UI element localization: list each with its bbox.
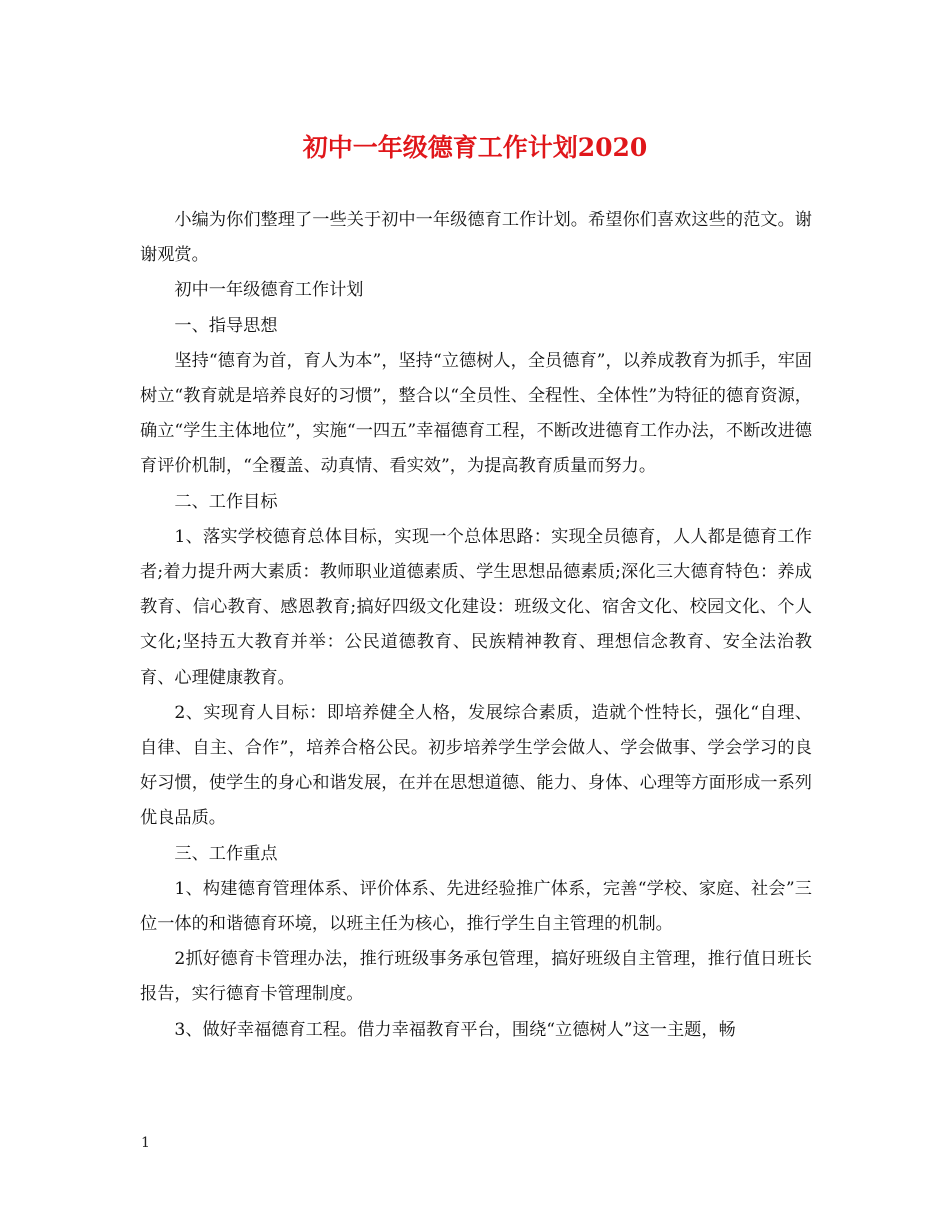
page-number: 1 — [141, 1135, 150, 1151]
paragraph-goal-1: 1、落实学校德育总体目标，实现一个总体思路：实现全员德育，人人都是德育工作者;着力提升两大素质：教师职业道德素质、学生思想品德素质;深化三大德育特色：养成教育、信心教育、感恩教育;搞好四级文化建设：班级文化、宿舍文化、校园文化、个人文化;坚持五大教育并举：公民道德教育、民族精神教育、理想信念教育、安全法治教育、心理健康教育。 — [140, 526, 812, 688]
document-title: 初中一年级德育工作计划2020 — [302, 133, 648, 162]
paragraph-focus-3: 3、做好幸福德育工程。借力幸福教育平台，围绕“立德树人”这一主题，畅 — [174, 1019, 736, 1040]
heading-guiding-ideology: 一、指导思想 — [174, 315, 278, 336]
paragraph-intro: 小编为你们整理了一些关于初中一年级德育工作计划。希望你们喜欢这些的范文。谢谢观赏。 — [140, 210, 812, 266]
paragraph-subtitle: 初中一年级德育工作计划 — [174, 280, 364, 301]
heading-work-goals: 二、工作目标 — [174, 491, 278, 512]
paragraph-guiding-ideology: 坚持“德育为首，育人为本”，坚持“立德树人，全员德育”，以养成教育为抓手，牢固树立“教育就是培养良好的习惯”，整合以“全员性、全程性、全体性”为特征的德育资源，确立“学生主体地位”，实施“一四五”幸福德育工程，不断改进德育工作办法，不断改进德育评价机制，“全覆盖、动真情、看实效”，为提高教育质量而努力。 — [140, 350, 812, 477]
document-body — [140, 203, 812, 1048]
paragraph-focus-1: 1、构建德育管理体系、评价体系、先进经验推广体系，完善“学校、家庭、社会”三位一体的和谐德育环境，以班主任为核心，推行学生自主管理的机制。 — [140, 878, 812, 935]
heading-work-focus: 三、工作重点 — [174, 843, 278, 864]
paragraph-focus-2: 2抓好德育卡管理办法，推行班级事务承包管理，搞好班级自主管理，推行值日班长报告，实行德育卡管理制度。 — [140, 949, 812, 1005]
paragraph-goal-2: 2、实现育人目标：即培养健全人格，发展综合素质，造就个性特长，强化“自理、自律、自主、合作”，培养合格公民。初步培养学生学会做人、学会做事、学会学习的良好习惯，使学生的身心和谐发展，在并在思想道德、能力、身体、心理等方面形成一系列优良品质。 — [140, 702, 812, 829]
